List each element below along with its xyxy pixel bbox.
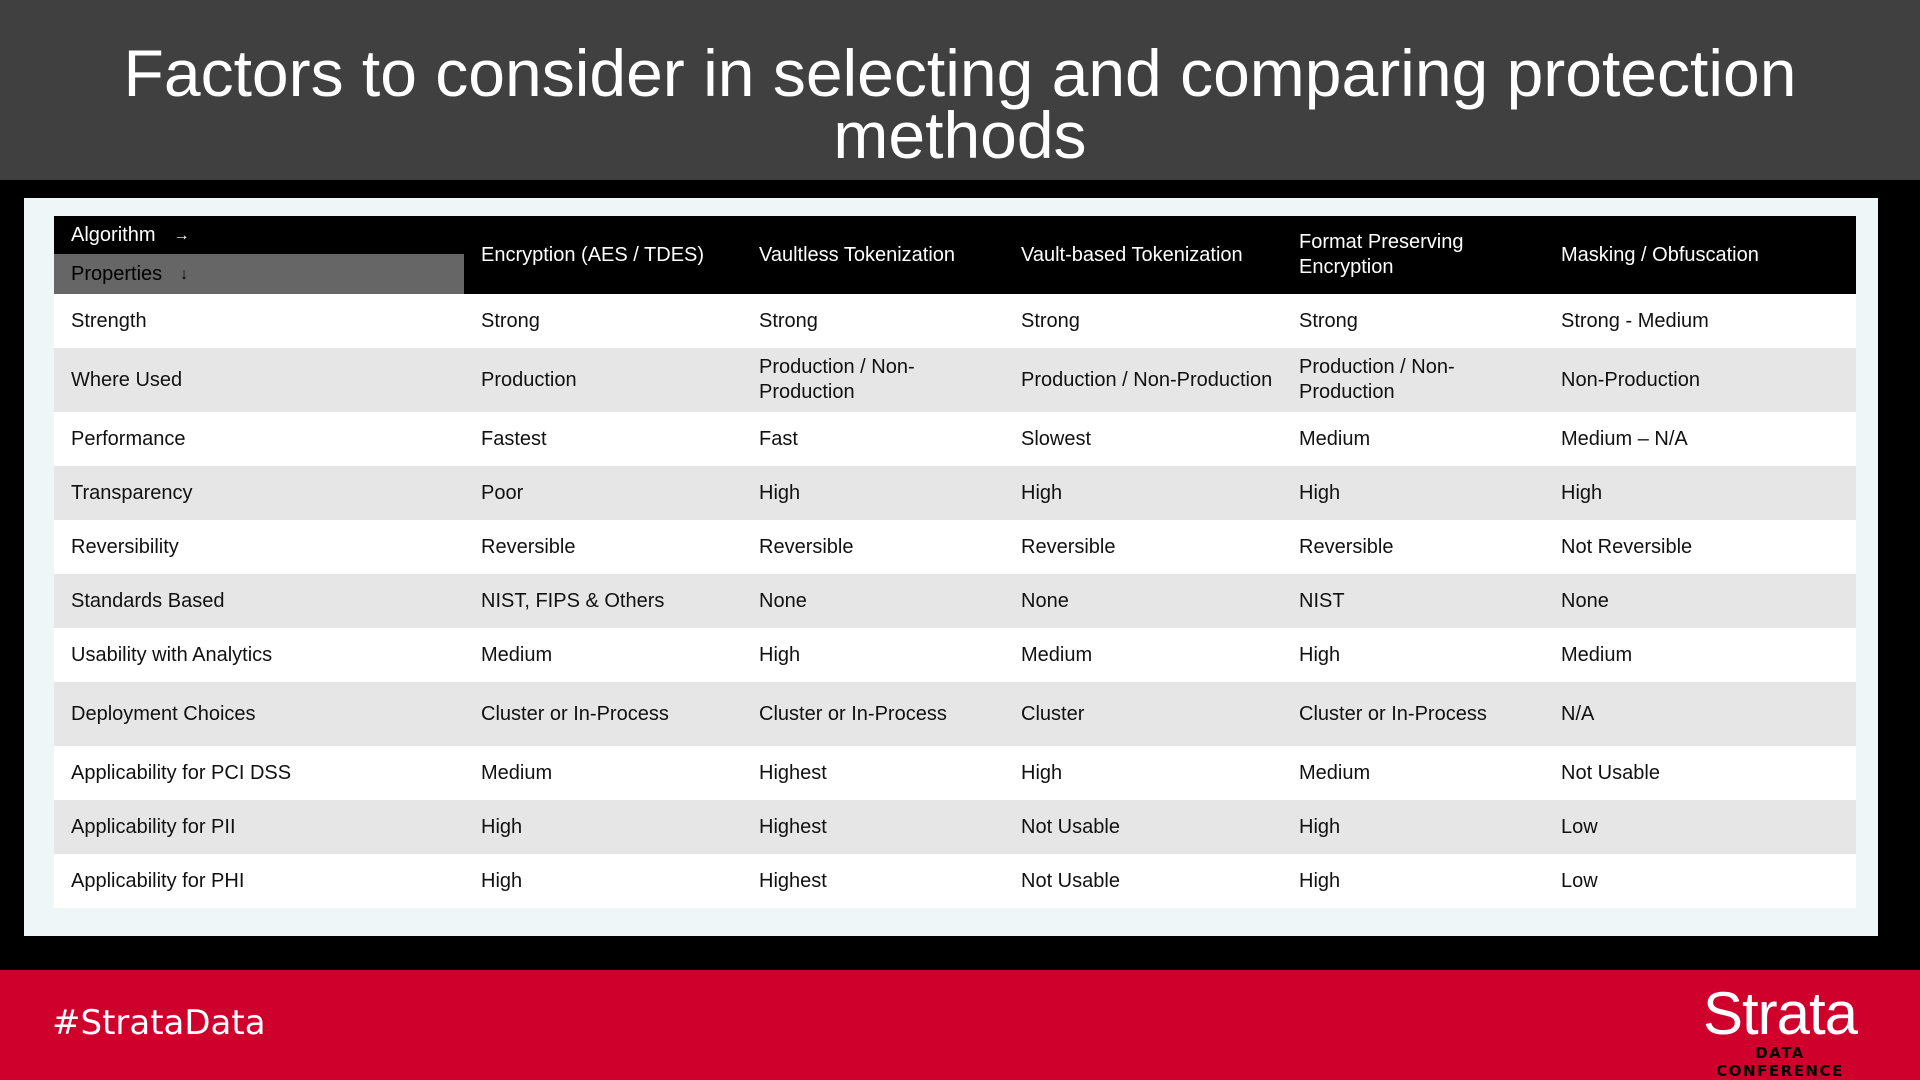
row-label: Standards Based (54, 574, 464, 628)
table-cell: Medium – N/A (1544, 412, 1856, 466)
table-cell: High (742, 628, 1004, 682)
table-cell: Production / Non-Production (1282, 348, 1544, 412)
table-cell: Reversible (464, 520, 742, 574)
table-cell: Not Reversible (1544, 520, 1856, 574)
table-cell: High (464, 854, 742, 908)
comparison-table (54, 216, 1856, 908)
corner-header-cell (54, 216, 464, 294)
table-cell: Not Usable (1544, 746, 1856, 800)
table-cell: None (742, 574, 1004, 628)
table-row (54, 574, 1856, 628)
column-header: Masking / Obfuscation (1544, 216, 1856, 294)
row-label: Applicability for PHI (54, 854, 464, 908)
footer-bar (0, 970, 1920, 1080)
table-row (54, 746, 1856, 800)
table-cell: Low (1544, 800, 1856, 854)
table-cell: Poor (464, 466, 742, 520)
table-cell: Highest (742, 854, 1004, 908)
table-row (54, 628, 1856, 682)
table-cell: Strong (464, 294, 742, 348)
column-header: Vault-based Tokenization (1004, 216, 1282, 294)
table-cell: Medium (1282, 412, 1544, 466)
table-cell: Medium (464, 746, 742, 800)
table-cell: Medium (1282, 746, 1544, 800)
column-header: Vaultless Tokenization (742, 216, 1004, 294)
table-cell: NIST (1282, 574, 1544, 628)
table-cell: None (1544, 574, 1856, 628)
table-cell: High (464, 800, 742, 854)
table-cell: Strong (742, 294, 1004, 348)
slide-title: Factors to consider in selecting and comparing protection methods (123, 36, 1797, 172)
strata-logo (1690, 980, 1870, 1080)
table-cell: Low (1544, 854, 1856, 908)
table-cell: Medium (464, 628, 742, 682)
column-header: Format Preserving Encryption (1282, 216, 1544, 294)
hashtag: #StrataData (52, 1003, 266, 1043)
table-cell: None (1004, 574, 1282, 628)
table-cell: Strong (1282, 294, 1544, 348)
table-row (54, 682, 1856, 746)
table-cell: Not Usable (1004, 800, 1282, 854)
table-row (54, 466, 1856, 520)
table-cell: High (1282, 628, 1544, 682)
table-cell: Non-Production (1544, 348, 1856, 412)
table-cell: NIST, FIPS & Others (464, 574, 742, 628)
table-row (54, 294, 1856, 348)
table-cell: Highest (742, 800, 1004, 854)
table-cell: Cluster or In-Process (742, 682, 1004, 746)
row-label: Performance (54, 412, 464, 466)
table-cell: Medium (1004, 628, 1282, 682)
table-cell: High (1282, 854, 1544, 908)
row-label: Usability with Analytics (54, 628, 464, 682)
table-cell: Reversible (1282, 520, 1544, 574)
table-cell: Production / Non-Production (1004, 348, 1282, 412)
table-cell: High (1004, 466, 1282, 520)
table-cell: Fastest (464, 412, 742, 466)
algorithm-header (54, 216, 464, 254)
table-cell: Strong - Medium (1544, 294, 1856, 348)
row-label: Transparency (54, 466, 464, 520)
table-cell: High (1544, 466, 1856, 520)
row-label: Strength (54, 294, 464, 348)
row-label: Deployment Choices (54, 682, 464, 746)
table-cell: Cluster (1004, 682, 1282, 746)
logo-sub-text: DATA CONFERENCE (1716, 1044, 1844, 1080)
table-cell: N/A (1544, 682, 1856, 746)
column-header: Encryption (AES / TDES) (464, 216, 742, 294)
row-label: Where Used (54, 348, 464, 412)
table-cell: High (1004, 746, 1282, 800)
table-cell: Production (464, 348, 742, 412)
arrow-right-icon: → (173, 226, 190, 244)
logo-main-text: Strata (1702, 980, 1858, 1047)
table-cell: Fast (742, 412, 1004, 466)
table-cell: Reversible (1004, 520, 1282, 574)
arrow-down-icon: ↓ (180, 265, 189, 283)
table-cell: Production / Non-Production (742, 348, 1004, 412)
table-row (54, 520, 1856, 574)
row-label: Reversibility (54, 520, 464, 574)
table-cell: Cluster or In-Process (1282, 682, 1544, 746)
table-cell: Cluster or In-Process (464, 682, 742, 746)
table-cell: Slowest (1004, 412, 1282, 466)
properties-header (54, 254, 464, 294)
table-cell: Reversible (742, 520, 1004, 574)
row-label: Applicability for PCI DSS (54, 746, 464, 800)
table-row (54, 800, 1856, 854)
table-cell: Highest (742, 746, 1004, 800)
table-row (54, 854, 1856, 908)
table-cell: High (1282, 800, 1544, 854)
table-cell: High (742, 466, 1004, 520)
table-cell: High (1282, 466, 1544, 520)
table-cell: Not Usable (1004, 854, 1282, 908)
properties-label: Properties (71, 262, 163, 285)
table-header-row (54, 216, 1856, 294)
table-row (54, 348, 1856, 412)
row-label: Applicability for PII (54, 800, 464, 854)
table-row (54, 412, 1856, 466)
table-cell: Strong (1004, 294, 1282, 348)
table-cell: Medium (1544, 628, 1856, 682)
algorithm-label: Algorithm (71, 223, 156, 246)
